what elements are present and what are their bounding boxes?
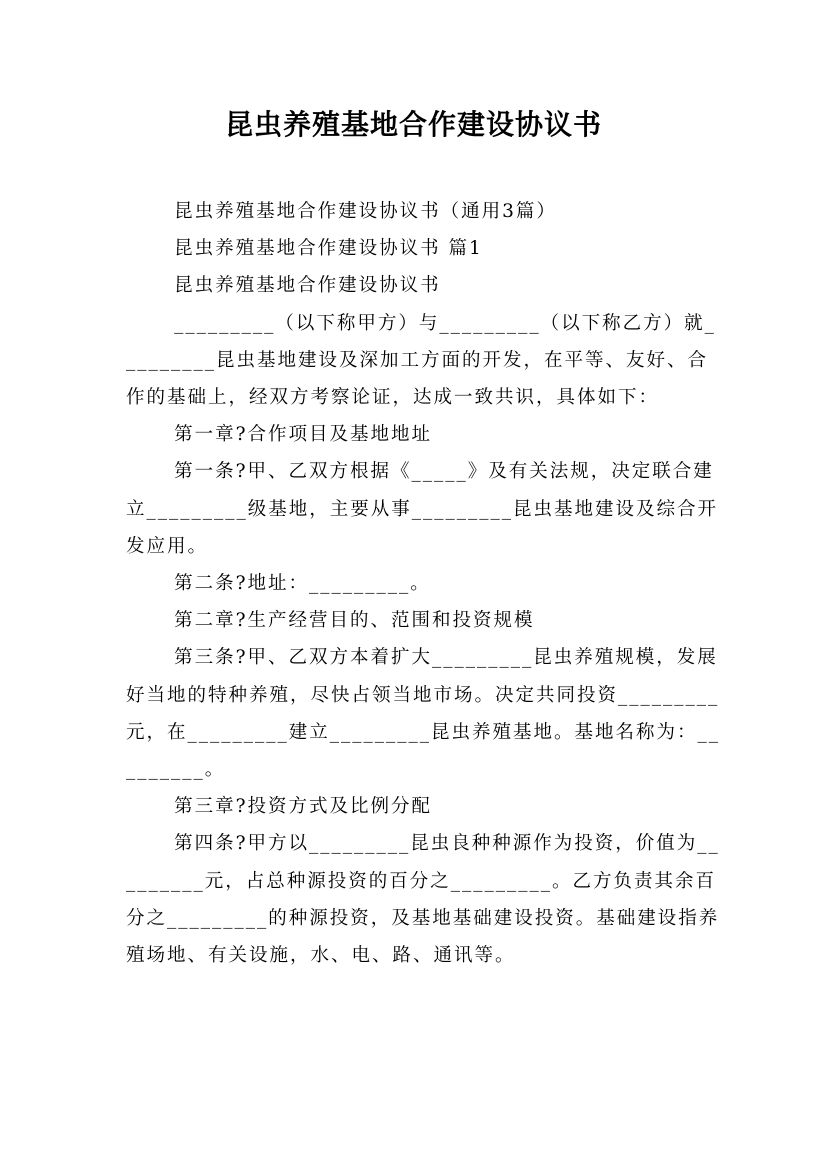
paragraph-preamble: _________（以下称甲方）与_________（以下称乙方）就_________昆虫基地建设及深加工方面的开发，在平等、友好、合作的基础上，经双方考察论证，达成一致共识，具体如下：: [126, 312, 716, 409]
paragraph-collection-title: 昆虫养殖基地合作建设协议书（通用3篇）: [174, 201, 557, 222]
paragraph-agreement-name: 昆虫养殖基地合作建设协议书: [174, 275, 441, 297]
paragraph-chapter-3-heading: 第三章?投资方式及比例分配: [174, 796, 433, 818]
document-title: 昆虫养殖基地合作建设协议书: [224, 108, 602, 141]
paragraph-article-4: 第四条?甲方以_________昆虫良种种源作为投资，价值为_________元，占总种源投资的百分之_________。乙方负责其余百分之_________的种源投资，及基地基础建设投资。基础建设指养殖场地、有关设施，水、电、路、通讯等。: [126, 833, 720, 967]
paragraph-part-heading: 昆虫养殖基地合作建设协议书 篇1: [174, 238, 483, 260]
paragraph-chapter-1-heading: 第一章?合作项目及基地地址: [174, 424, 433, 446]
paragraph-article-3: 第三条?甲、乙双方本着扩大_________昆虫养殖规模，发展好当地的特种养殖，尽快占领当地市场。决定共同投资_________元，在_________建立_________昆虫养殖基地。基地名称为：_________。: [126, 647, 721, 781]
paragraph-article-2: 第二条?地址：_________。: [174, 573, 431, 595]
document-body: [126, 193, 726, 974]
paragraph-article-1: 第一条?甲、乙双方根据《_____》及有关法规，决定联合建立_________级基地，主要从事_________昆虫基地建设及综合开发应用。: [126, 461, 719, 557]
paragraph-chapter-2-heading: 第二章?生产经营目的、范围和投资规模: [174, 610, 535, 632]
